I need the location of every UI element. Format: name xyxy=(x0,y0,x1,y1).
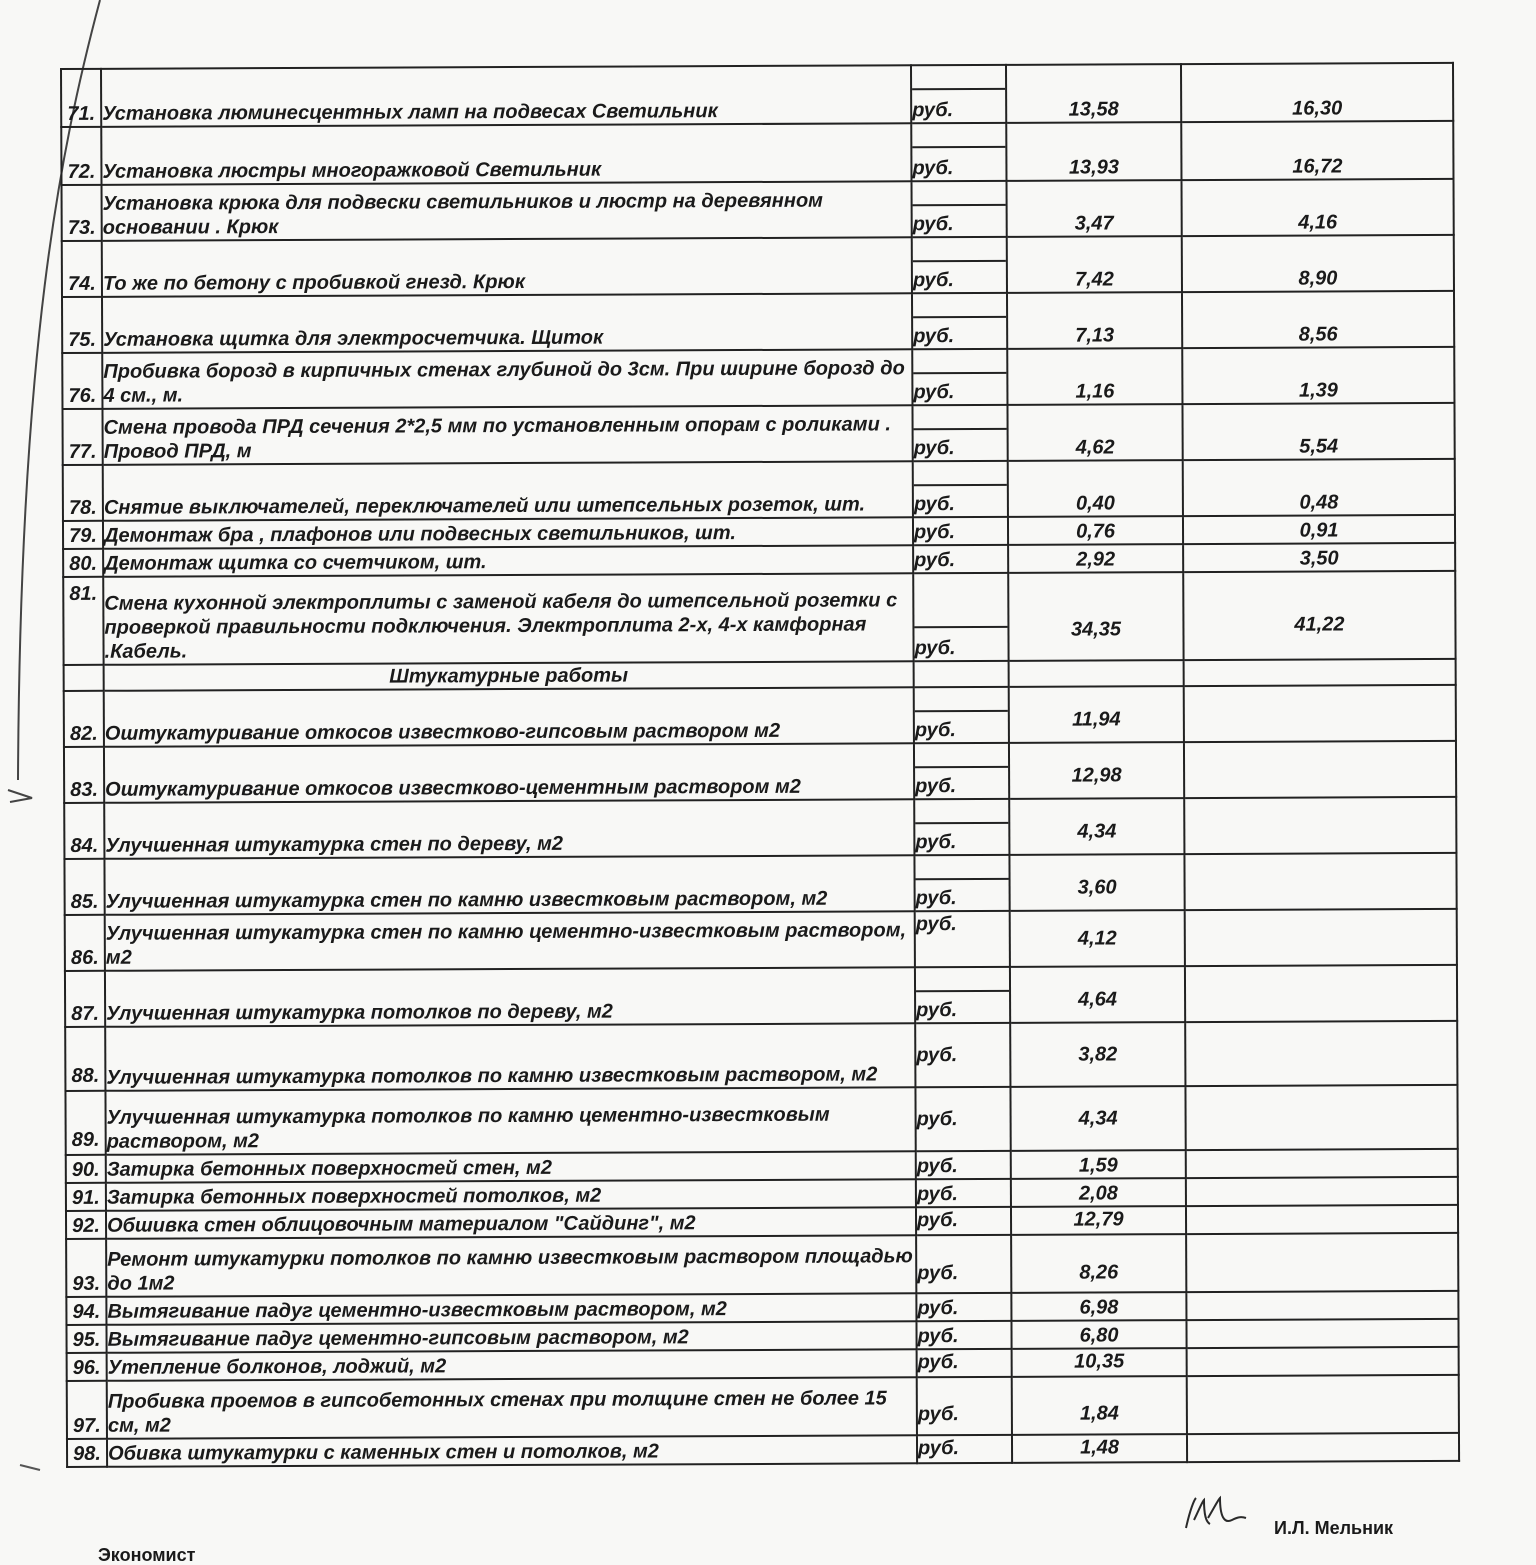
row-price-1: 8,26 xyxy=(1011,1234,1186,1293)
row-price-1: 6,98 xyxy=(1011,1292,1186,1321)
price-table xyxy=(60,62,1460,1468)
table-row xyxy=(63,459,1455,521)
row-number: 74. xyxy=(62,241,102,297)
row-number: 96. xyxy=(67,1353,107,1381)
row-price-2: 0,91 xyxy=(1183,515,1455,544)
row-description: Установка щитка для электросчетчика. Щиток xyxy=(102,293,912,353)
row-unit: руб. xyxy=(913,573,1008,661)
row-unit: руб. xyxy=(916,1321,1011,1349)
row-number: 87. xyxy=(65,971,105,1027)
row-price-1: 13,93 xyxy=(1006,122,1181,181)
row-description: Пробивка борозд в кирпичных стенах глубиной до 3см. При ширине борозд до 4 см., м. xyxy=(102,349,912,409)
row-description: Вытягивание падуг цементно-гипсовым раствором, м2 xyxy=(106,1321,916,1353)
row-unit: руб. xyxy=(915,1087,1010,1151)
signature-mark xyxy=(1180,1490,1260,1540)
row-price-1: 0,76 xyxy=(1008,516,1183,545)
row-description: Пробивка проемов в гипсобетонных стенах при толщине стен не более 15 см, м2 xyxy=(107,1377,917,1439)
row-unit: руб. xyxy=(912,237,1007,293)
row-number: 78. xyxy=(63,465,103,521)
row-price-1: 3,47 xyxy=(1007,180,1182,237)
table-row xyxy=(67,1375,1459,1439)
row-unit: руб. xyxy=(911,65,1006,123)
row-unit: руб. xyxy=(913,517,1008,545)
row-price-1: 11,94 xyxy=(1009,686,1184,743)
row-unit: руб. xyxy=(916,1207,1011,1235)
table-row xyxy=(66,1233,1458,1297)
row-price-1: 1,16 xyxy=(1007,348,1182,405)
row-price-1: 0,40 xyxy=(1008,460,1183,517)
row-unit: руб. xyxy=(911,123,1006,181)
table-row xyxy=(65,1021,1457,1091)
row-number: 84. xyxy=(64,803,104,859)
table-row xyxy=(62,235,1454,297)
row-unit: руб. xyxy=(914,855,1009,911)
row-unit: руб. xyxy=(917,1349,1012,1377)
row-number: 95. xyxy=(66,1325,106,1353)
row-unit: руб. xyxy=(915,967,1010,1023)
row-price-2: 41,22 xyxy=(1183,571,1455,660)
table-row xyxy=(62,179,1454,241)
row-description: Улучшенная штукатурка стен по камню известковым раствором, м2 xyxy=(104,855,914,915)
row-number: 93. xyxy=(66,1239,106,1297)
row-description: Вытягивание падуг цементно-известковым раствором, м2 xyxy=(106,1293,916,1325)
row-unit: руб. xyxy=(912,405,1007,461)
table-row xyxy=(67,1433,1459,1467)
row-unit: руб. xyxy=(914,799,1009,855)
row-price-1: 7,13 xyxy=(1007,292,1182,349)
row-price-1: 1,48 xyxy=(1012,1434,1187,1463)
row-description: Оштукатуривание откосов известково-цементным раствором м2 xyxy=(104,743,914,803)
row-price-1: 1,84 xyxy=(1012,1376,1187,1435)
row-unit: руб. xyxy=(915,911,1010,967)
row-description: Ремонт штукатурки потолков по камню известковым раствором площадью до 1м2 xyxy=(106,1235,916,1297)
row-price-2: 16,30 xyxy=(1181,63,1453,122)
row-unit: руб. xyxy=(917,1435,1012,1463)
row-description: Затирка бетонных поверхностей потолков, м2 xyxy=(106,1179,916,1211)
row-description: Утепление болконов, лоджий, м2 xyxy=(107,1349,917,1381)
row-number: 71. xyxy=(61,69,101,127)
row-description: Улучшенная штукатурка стен по камню цементно-известковым раствором, м2 xyxy=(105,911,915,971)
row-unit: руб. xyxy=(916,1179,1011,1207)
row-description: Затирка бетонных поверхностей стен, м2 xyxy=(106,1151,916,1183)
row-description: Оштукатуривание откосов известково-гипсовым раствором м2 xyxy=(104,687,914,747)
row-price-1: 4,12 xyxy=(1010,910,1185,967)
row-price-2: 8,90 xyxy=(1182,235,1454,292)
row-description: Обивка штукатурки с каменных стен и потолков, м2 xyxy=(107,1435,917,1467)
row-unit: руб. xyxy=(913,545,1008,573)
row-unit: руб. xyxy=(914,743,1009,799)
row-price-1: 2,92 xyxy=(1008,544,1183,573)
row-description: Установка люминесцентных ламп на подвесах Светильник xyxy=(101,65,911,127)
row-description: Улучшенная штукатурка потолков по камню цементно-известковым раствором, м2 xyxy=(105,1087,915,1155)
row-price-1: 1,59 xyxy=(1011,1150,1186,1179)
table-row xyxy=(64,853,1456,915)
signer-position: Экономист xyxy=(98,1545,196,1565)
row-number: 79. xyxy=(63,521,103,549)
row-unit: руб. xyxy=(914,687,1009,743)
row-price-2: 16,72 xyxy=(1181,121,1453,180)
row-description: То же по бетону с пробивкой гнезд. Крюк xyxy=(102,237,912,297)
row-price-1: 2,08 xyxy=(1011,1178,1186,1207)
section-title: Штукатурные работы xyxy=(104,661,914,691)
row-description: Улучшенная штукатурка потолков по камню известковым раствором, м2 xyxy=(105,1023,915,1091)
row-price-1: 4,62 xyxy=(1007,404,1182,461)
row-description: Демонтаж бра , плафонов или подвесных светильников, шт. xyxy=(103,517,913,549)
row-description: Установка люстры многоражковой Светильник xyxy=(101,123,911,185)
row-price-2: 3,50 xyxy=(1183,543,1455,572)
row-price-1: 4,64 xyxy=(1010,966,1185,1023)
row-unit: руб. xyxy=(916,1293,1011,1321)
row-number: 77. xyxy=(62,409,102,465)
row-number: 75. xyxy=(62,297,102,353)
row-unit: руб. xyxy=(912,181,1007,237)
row-number: 81. xyxy=(63,577,103,665)
row-price-1: 7,42 xyxy=(1007,236,1182,293)
row-number: 80. xyxy=(63,549,103,577)
row-price-1: 3,60 xyxy=(1009,854,1184,911)
table-row xyxy=(62,347,1454,409)
table-row xyxy=(65,909,1457,971)
table-row xyxy=(61,121,1453,185)
table-row xyxy=(62,291,1454,353)
table-row xyxy=(64,797,1456,859)
row-unit: руб. xyxy=(912,349,1007,405)
row-number: 82. xyxy=(64,691,104,747)
row-price-1: 10,35 xyxy=(1012,1348,1187,1377)
table-row xyxy=(63,571,1455,665)
row-description: Смена провода ПРД сечения 2*2,5 мм по установленным опорам с роликами . Провод ПРД, м xyxy=(102,405,912,465)
row-number: 88. xyxy=(65,1027,105,1091)
row-number: 73. xyxy=(62,185,102,241)
table-row xyxy=(65,965,1457,1027)
row-price-1: 13,58 xyxy=(1006,64,1181,123)
row-price-1: 6,80 xyxy=(1011,1320,1186,1349)
row-price-1: 4,34 xyxy=(1009,798,1184,855)
row-description: Обшивка стен облицовочным материалом "Сайдинг", м2 xyxy=(106,1207,916,1239)
row-description: Улучшенная штукатурка потолков по дереву, м2 xyxy=(105,967,915,1027)
row-price-2: 0,48 xyxy=(1183,459,1455,516)
row-description: Улучшенная штукатурка стен по дереву, м2 xyxy=(104,799,914,859)
row-number: 85. xyxy=(64,859,104,915)
row-price-1: 4,34 xyxy=(1010,1086,1185,1151)
row-number: 90. xyxy=(66,1155,106,1183)
table-row xyxy=(64,741,1456,803)
table-row xyxy=(65,1085,1457,1155)
row-number: 98. xyxy=(67,1439,107,1467)
row-unit: руб. xyxy=(915,1023,1010,1087)
row-number: 86. xyxy=(65,915,105,971)
row-number: 97. xyxy=(67,1381,107,1439)
row-description: Смена кухонной электроплиты с заменой кабеля до штепсельной розетки с проверкой правильности подключения. Электроплита 2-х, 4-х камфорная .Кабель. xyxy=(103,573,913,665)
row-price-2: 4,16 xyxy=(1181,179,1453,236)
row-price-2: 8,56 xyxy=(1182,291,1454,348)
row-price-2: 5,54 xyxy=(1182,403,1454,460)
row-description: Установка крюка для подвески светильников и люстр на деревянном основании . Крюк xyxy=(102,181,912,241)
row-price-1: 34,35 xyxy=(1008,572,1183,661)
table-row xyxy=(61,63,1453,127)
row-number: 76. xyxy=(62,353,102,409)
row-number: 94. xyxy=(66,1297,106,1325)
table-row xyxy=(62,403,1454,465)
table-row xyxy=(64,685,1456,747)
row-price-2: 1,39 xyxy=(1182,347,1454,404)
row-number: 91. xyxy=(66,1183,106,1211)
row-unit: руб. xyxy=(913,461,1008,517)
signer-name: И.Л. Мельник xyxy=(1274,1518,1394,1538)
row-unit: руб. xyxy=(916,1151,1011,1179)
row-number: 92. xyxy=(66,1211,106,1239)
row-unit: руб. xyxy=(912,293,1007,349)
row-description: Снятие выключателей, переключателей или штепсельных розеток, шт. xyxy=(103,461,913,521)
row-price-1: 12,98 xyxy=(1009,742,1184,799)
row-unit: руб. xyxy=(917,1377,1012,1435)
row-unit: руб. xyxy=(916,1235,1011,1293)
row-description: Демонтаж щитка со счетчиком, шт. xyxy=(103,545,913,577)
row-price-1: 12,79 xyxy=(1011,1206,1186,1235)
row-number: 83. xyxy=(64,747,104,803)
row-price-1: 3,82 xyxy=(1010,1022,1185,1087)
row-number: 89. xyxy=(65,1091,105,1155)
row-number: 72. xyxy=(61,127,101,185)
